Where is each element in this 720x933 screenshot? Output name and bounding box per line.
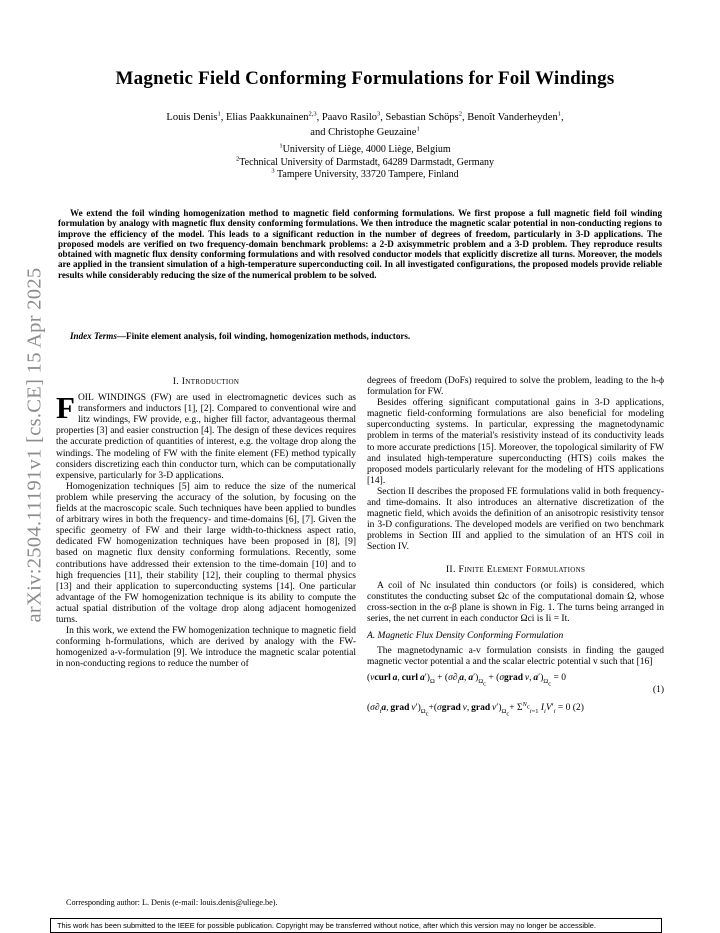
affiliation bbox=[75, 144, 655, 157]
arxiv-identifier: arXiv:2504.11191v1 [cs.CE] 15 Apr 2025 bbox=[23, 267, 46, 623]
affiliation-text: Technical University of Darmstadt, 64289 Darmstadt, Germany bbox=[239, 156, 495, 168]
author-name: and Christophe Geuzaine bbox=[310, 127, 417, 138]
equation-number: (2) bbox=[572, 703, 584, 714]
paragraph: Section II describes the proposed FE formulations valid in both frequency- and time-domains. It also introduces an alternative discretization of the magnetic field, which avoids the definition of an anisotropic resistivity tensor in 3-D configurations. The developed models are verified on two benchmark problems in Section III and applied to the simulation of an HTS coil in Section IV. bbox=[367, 486, 664, 553]
copyright-notice: This work has been submitted to the IEEE for possible publication. Copyright may be transferred without notice, after which this version may no longer be accessible. bbox=[50, 918, 662, 933]
index-terms-text: —Finite element analysis, foil winding, homogenization methods, inductors. bbox=[116, 331, 411, 341]
author-name: , Sebastian Schöps bbox=[380, 112, 459, 123]
author-name: Louis Denis bbox=[166, 112, 218, 123]
affiliation-list bbox=[75, 144, 655, 182]
subsection-heading: A. Magnetic Flux Density Conforming Formulation bbox=[367, 630, 564, 641]
author-name: , Benoît Vanderheyden bbox=[461, 112, 558, 123]
paragraph-text: OIL WINDINGS (FW) are used in electromagnetic devices such as transformers and inductors [1], [2]. Compared to conventional wire and litz windings, FW provide, e.g., higher fill factor, advantageous thermal properties [3] and easier construction [4]. The design of these devices requires the accurate prediction of quantities of interest, e.g. the voltage drop along the windings. The modeling of FW with the finite element (FE) method typically considers discretizing each thin conductor turn, which can be computationally expensive, particularly for 3-D applications. bbox=[56, 393, 356, 481]
author-affil-mark: 1 bbox=[217, 110, 221, 118]
affiliation bbox=[75, 157, 655, 170]
affiliation-mark: 1 bbox=[279, 142, 283, 150]
affiliation-text: University of Liège, 4000 Liège, Belgium bbox=[282, 144, 451, 155]
equation-2: ($\sigma\partial_ta$, grad $v')_{\Omega_c}+(\sigma grad$ v, grad $v')_{\Omega_c}+ \Sigma^{N_c}_{i=1}$ $I_iV'_i = 0$ (2) bbox=[367, 701, 584, 718]
index-terms-label: Index Terms bbox=[70, 331, 117, 341]
affiliation bbox=[75, 169, 655, 182]
arxiv-stamp bbox=[18, 230, 52, 660]
author-affil-mark: 3 bbox=[377, 110, 381, 118]
paragraph: Homogenization techniques [5] aim to reduce the size of the numerical problem while preserving the accuracy of the solution, by focusing on the fields at the macroscopic scale. Such techniques have been applied to bundles of arbitrary wires in both the frequency- and time-domains [6], [7]. Given the specific geometry of FW and their large width-to-thickness aspect ratio, dedicated FW homogenization techniques have been proposed in [8], [9] based on magnetic flux density conforming formulations. Recently, some contributions have addressed their extension to the time-domain [10] and to high frequencies [11], their stability [12], their coupling to thermal physics [13] and their application to superconducting systems [14]. One particular advantage of the FW homogenization technique is its ability to compute the actual spatial distribution of the voltage drop along adjacent homogenized turns. bbox=[56, 481, 356, 625]
affiliation-mark: 3 bbox=[271, 167, 275, 175]
right-column bbox=[367, 376, 664, 718]
author-affil-mark: 1 bbox=[416, 125, 420, 133]
paragraph: Besides offering significant computational gains in 3-D applications, magnetic field-conforming formulations are also beneficial for modeling superconducting systems. In particular, expressing the magnetodynamic problem in terms of the material's resistivity instead of its conductivity leads to more accurate predictions [15]. Moreover, the topological similarity of FW and insulated high-temperature superconducting (HTS) coils makes the proposed models particularly relevant for the modeling of HTS applications [14]. bbox=[367, 398, 664, 486]
author-name: , Elias Paakkunainen bbox=[220, 112, 309, 123]
paragraph: In this work, we extend the FW homogenization technique to magnetic field conforming h-formulations, which are derived by analogy with the FW-homogenized a-v-formulation [9]. We introduce the magnetic scalar potential in non-conducting regions to reduce the number of bbox=[56, 626, 356, 670]
affiliation-mark: 2 bbox=[235, 155, 240, 163]
paragraph: degrees of freedom (DoFs) required to solve the problem, leading to the h-ϕ formulation for FW. bbox=[367, 376, 664, 398]
paragraph: A coil of Nc insulated thin conductors (or foils) is considered, which constitutes the conducting subset Ωc of the computational domain Ω, whose cross-section in the α-β plane is shown in Fig. 1. The turns being arranged in series, the net current in each conductor Ωci is Ii = It. bbox=[367, 580, 664, 624]
index-terms bbox=[58, 331, 662, 341]
paragraph bbox=[56, 390, 356, 482]
paper-title: Magnetic Field Conforming Formulations for Foil Windings bbox=[115, 68, 615, 89]
section-heading-fe-formulations: II. Finite Element Formulations bbox=[445, 563, 586, 575]
drop-cap: F bbox=[56, 390, 75, 426]
abstract: We extend the foil winding homogenization method to magnetic field conforming formulations. We first propose a full magnetic field foil winding formulation by analogy with magnetic flux density conforming formulations. We then introduce the magnetic scalar potential in non-conducting regions to improve the efficiency of the model. This leads to a significant reduction in the number of degrees of freedom, particularly in 3-D applications. The proposed models are verified on two frequency-domain benchmark problems: a 2-D axisymmetric problem and a 3-D problem. They reproduce results obtained with magnetic flux density conforming formulations and with resolved conductor models that explicitly discretize all turns. Moreover, the models are applied in the transient simulation of a high-temperature superconducting coil. In all investigated configurations, the proposed models provide reliable results while considerably reducing the size of the numerical problem to be solved. bbox=[58, 208, 662, 280]
section-heading-introduction: I. Introduction bbox=[172, 376, 240, 387]
author-affil-mark: 2 bbox=[458, 110, 462, 118]
left-column bbox=[56, 376, 356, 670]
author-affil-mark: 1 bbox=[557, 110, 561, 118]
author-separator: , bbox=[560, 112, 564, 123]
affiliation-text: Tampere University, 33720 Tampere, Finland bbox=[274, 169, 459, 181]
author-name: , Paavo Rasilo bbox=[316, 112, 377, 123]
equation-number: (1) bbox=[652, 685, 664, 696]
paragraph: The magnetodynamic a-v formulation consists in finding the gauged magnetic vector potential a and the scalar electric potential v such that [16] bbox=[367, 646, 664, 668]
equation-1: (νcurl a, curl $a')_\Omega + (\sigma\partial_ta$, $a')_{\Omega_c}$ + (σgrad v, $a')_{\Omega_c} = 0$ (1) bbox=[367, 673, 664, 696]
author-affil-mark: 2,3 bbox=[308, 110, 317, 118]
author-list bbox=[75, 110, 655, 140]
footnote: Corresponding author: L. Denis (e-mail: louis.denis@uliege.be). bbox=[66, 898, 278, 907]
